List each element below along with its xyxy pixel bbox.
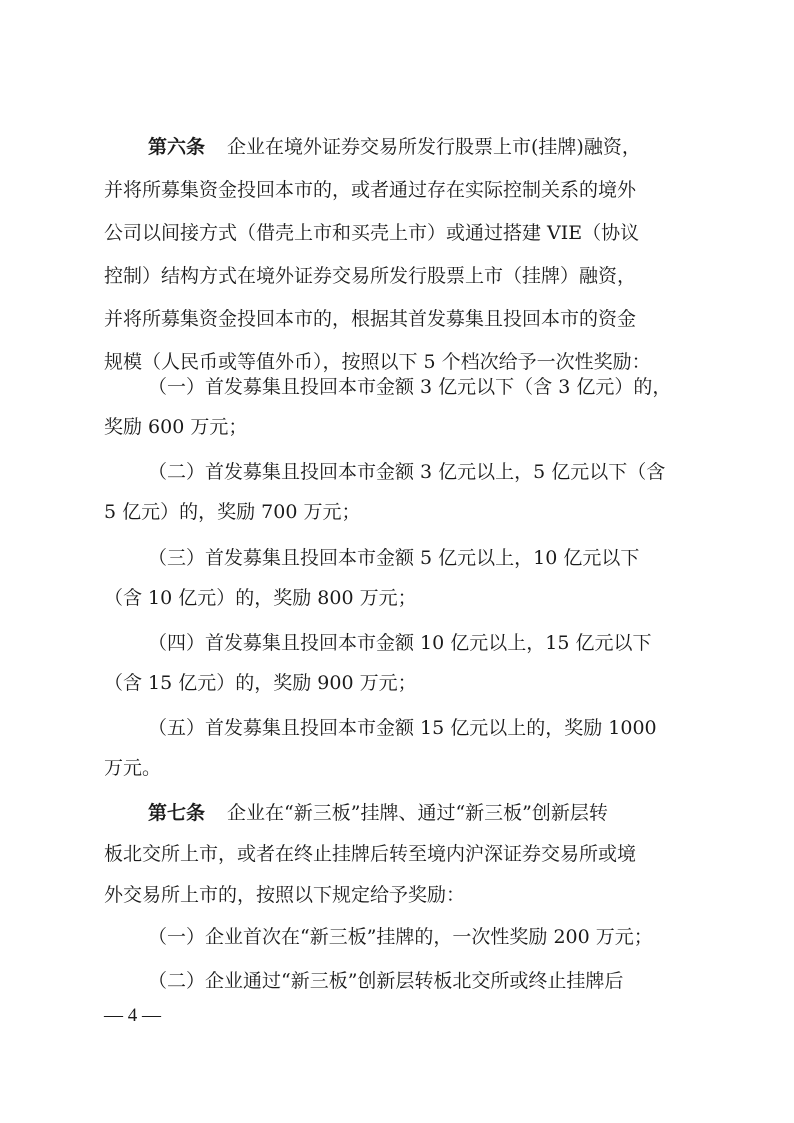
article-7-line-1	[148, 793, 692, 833]
article-7-line-3: 外交易所上市的，按照以下规定给予奖励：	[104, 884, 466, 906]
article-7-text: 企业在“新三板”挂牌、通过“新三板”创新层转	[227, 802, 608, 824]
article-7-line-2: 板北交所上市，或者在终止挂牌后转至境内沪深证券交易所或境	[104, 843, 637, 865]
reward-item-1-line-1: （一）首发募集且投回本市金额 3 亿元以下（含 3 亿元）的，	[148, 376, 672, 398]
reward-item-5-line-1: （五）首发募集且投回本市金额 15 亿元以上的，奖励 1000	[148, 717, 657, 739]
article-7-heading: 第七条	[148, 802, 206, 824]
reward-item-1-line-2: 奖励 600 万元；	[104, 416, 248, 438]
article-6-line-3: 公司以间接方式（借壳上市和买壳上市）或通过搭建 VIE（协议	[104, 222, 640, 244]
reward-item-3-line-2: （含 10 亿元）的，奖励 800 万元；	[104, 587, 417, 609]
reward-item-2-line-2: 5 亿元）的，奖励 700 万元；	[104, 501, 361, 523]
reward-item-5-line-2: 万元。	[104, 757, 162, 779]
page-number: — 4 —	[104, 1005, 161, 1026]
reward-item-4-line-2: （含 15 亿元）的，奖励 900 万元；	[104, 672, 417, 694]
article-6-line-1	[148, 127, 692, 167]
article-6-heading: 第六条	[148, 136, 206, 158]
article-7-item-2-line: （二）企业通过“新三板”创新层转板北交所或终止挂牌后	[148, 970, 624, 992]
article-6-text: 企业在境外证券交易所发行股票上市(挂牌)融资，	[227, 136, 641, 158]
reward-item-3-line-1: （三）首发募集且投回本市金额 5 亿元以上，10 亿元以下	[148, 547, 640, 569]
article-6-line-6: 规模（人民币或等值外币），按照以下 5 个档次给予一次性奖励：	[104, 351, 651, 373]
article-7-item-1-line: （一）企业首次在“新三板”挂牌的，一次性奖励 200 万元；	[148, 926, 653, 948]
article-6-line-5: 并将所募集资金投回本市的，根据其首发募集且投回本市的资金	[104, 308, 637, 330]
article-6-line-4: 控制）结构方式在境外证券交易所发行股票上市（挂牌）融资，	[104, 265, 637, 287]
reward-item-2-line-1: （二）首发募集且投回本市金额 3 亿元以上，5 亿元以下（含	[148, 461, 666, 483]
reward-item-4-line-1: （四）首发募集且投回本市金额 10 亿元以上，15 亿元以下	[148, 632, 652, 654]
article-6-line-2: 并将所募集资金投回本市的，或者通过存在实际控制关系的境外	[104, 179, 637, 201]
